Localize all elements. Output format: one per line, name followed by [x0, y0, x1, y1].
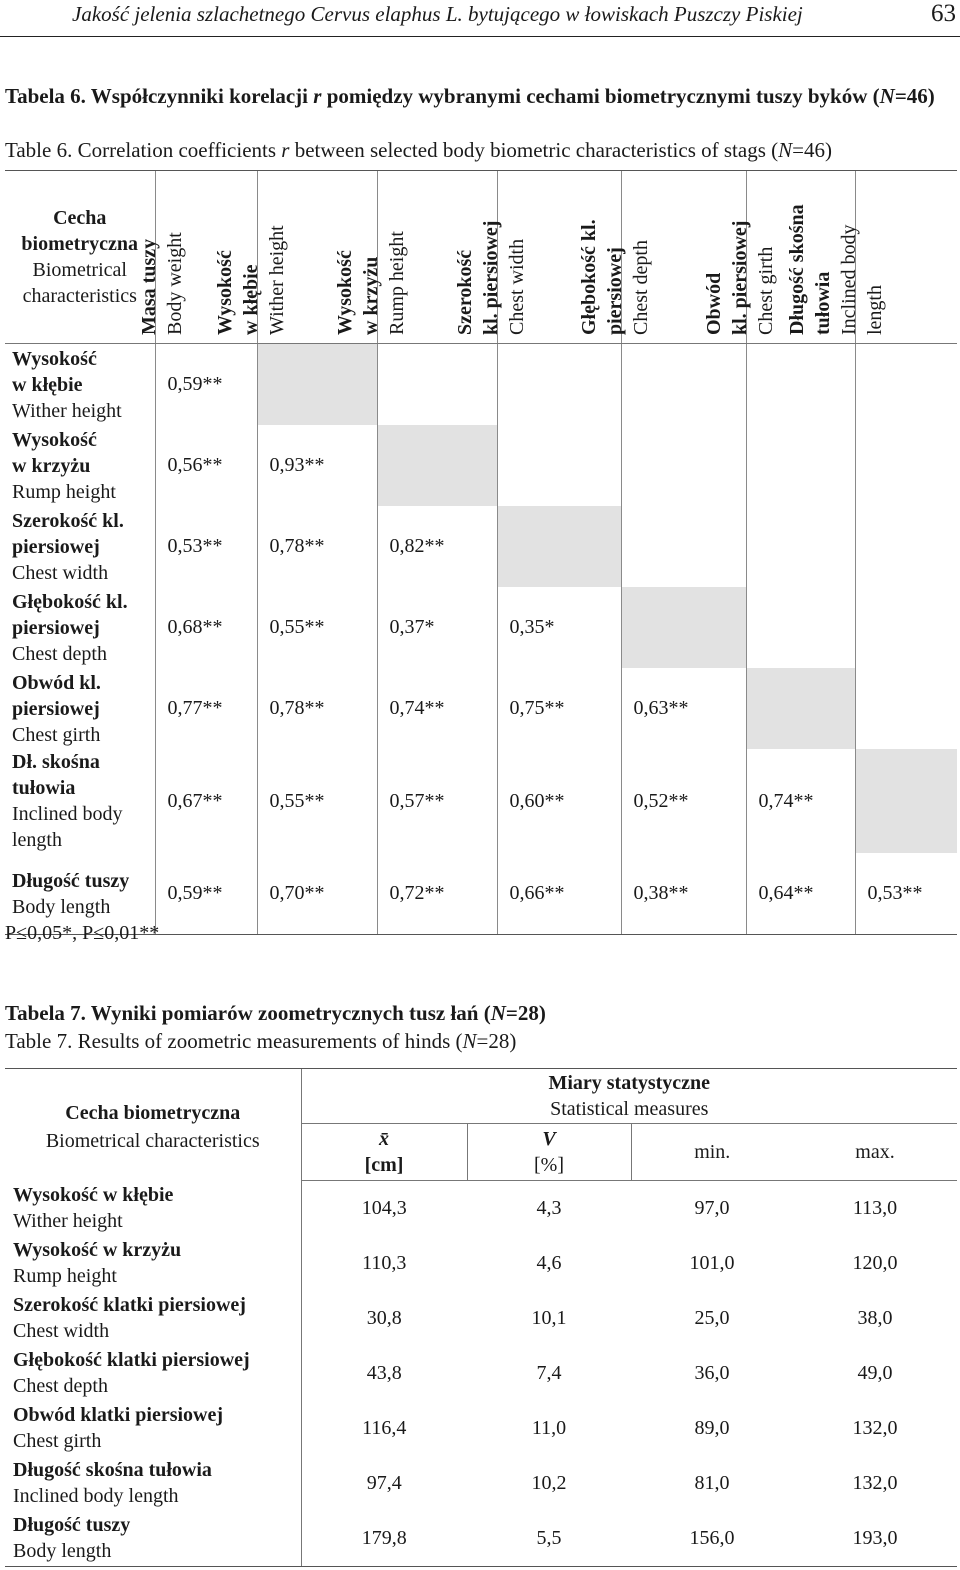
row-header [5, 668, 155, 749]
correlation-cell: 0,56** [155, 425, 257, 506]
value-cell: 11,0 [531, 1416, 567, 1439]
row-header-en: Chest depth [12, 642, 107, 665]
table-row [5, 1401, 957, 1456]
correlation-cell: 0,55** [257, 587, 377, 668]
column-header-pl: piersiowej [603, 247, 626, 335]
diagonal-cell [497, 506, 621, 587]
row-header [5, 1236, 301, 1291]
empty-cell [377, 344, 497, 426]
row-header-pl: w kłębie [12, 373, 83, 396]
correlation-cell: 0,68** [155, 587, 257, 668]
column-header-pl: kl. piersiowej [479, 220, 502, 335]
table-row [5, 668, 957, 749]
row-header-en: length [12, 829, 62, 851]
row-header-pl: Głębokość kl. [12, 590, 128, 613]
diagonal-cell [855, 749, 957, 853]
diagonal-cell [621, 587, 746, 668]
empty-cell [855, 587, 957, 668]
zoometric-table [5, 1068, 957, 1567]
caption-text: between selected body biometric characteristics of stags ( [294, 138, 779, 162]
column-header-en: Inclined body [837, 224, 860, 335]
empty-cell [855, 506, 957, 587]
row-header-pl: piersiowej [12, 616, 100, 639]
row-header-pl: Obwód kl. [12, 671, 101, 694]
table-row [5, 1456, 957, 1511]
value-cell: 25,0 [694, 1306, 730, 1329]
empty-cell [497, 344, 621, 426]
value-cell: 132,0 [852, 1471, 898, 1494]
row-header-en: Chest width [12, 561, 109, 584]
row-header-pl: piersiowej [12, 697, 100, 720]
group-header [301, 1069, 957, 1124]
value-cell: 30,8 [301, 1291, 467, 1346]
correlation-cell: 0,57** [377, 749, 497, 853]
caption-text: =46) [894, 84, 935, 108]
empty-cell [497, 425, 621, 506]
corner-label-pl: Cecha [53, 207, 107, 229]
row-header [5, 1181, 301, 1236]
row-header-en: Body length [13, 1540, 112, 1562]
value-cell: 89,0 [694, 1416, 730, 1439]
empty-cell [621, 344, 746, 426]
corner-label-en: characteristics [22, 285, 137, 307]
column-header-pl: Głębokość kl. [577, 219, 600, 335]
value-cell: 36,0 [694, 1361, 730, 1384]
column-header-en: length [863, 285, 886, 335]
column-header-pl: kl. piersiowej [728, 220, 751, 335]
column-header [785, 171, 957, 344]
row-header [5, 1346, 301, 1401]
value-cell: 132,0 [852, 1416, 898, 1439]
correlation-cell: 0,67** [155, 749, 257, 853]
caption-symbol: N [778, 138, 793, 162]
column-symbol: V [542, 1128, 556, 1150]
value-cell: 110,3 [301, 1236, 467, 1291]
row-header-en: Chest girth [12, 723, 101, 746]
row-header [5, 506, 155, 587]
value-cell: 193,0 [793, 1511, 957, 1567]
running-head [0, 0, 960, 37]
correlation-cell: 0,70** [257, 853, 377, 935]
table-header-row [5, 171, 957, 344]
table6-caption-pl [5, 84, 955, 109]
column-symbol: x̄ [379, 1128, 389, 1150]
value-cell: 156,0 [631, 1511, 793, 1567]
correlation-cell: 0,72** [377, 853, 497, 935]
value-cell: 7,4 [536, 1361, 562, 1384]
column-header-en: Chest width [505, 238, 528, 335]
column-header-en: Body weight [163, 232, 186, 335]
diagonal-cell [257, 344, 377, 426]
caption-text: =28) [476, 1029, 517, 1053]
group-header-pl: Miary statystyczne [548, 1072, 711, 1094]
value-cell: 116,4 [301, 1401, 467, 1456]
row-header-en: Rump height [12, 480, 116, 503]
row-header-pl: Dł. skośna [12, 751, 100, 773]
value-cell: 4,6 [536, 1251, 562, 1274]
row-header-pl: Głębokość klatki piersiowej [13, 1349, 250, 1371]
column-label: max. [855, 1141, 895, 1163]
column-header-pl: Masa tuszy [137, 238, 160, 335]
row-header-pl: Obwód klatki piersiowej [13, 1404, 224, 1426]
value-cell: 5,5 [467, 1511, 631, 1567]
row-header [5, 587, 155, 668]
caption-symbol: N [879, 84, 895, 108]
group-header-en: Statistical measures [550, 1098, 709, 1120]
correlation-cell: 0,74** [377, 668, 497, 749]
value-cell: 179,8 [301, 1511, 467, 1567]
corner-header [5, 171, 155, 344]
correlation-cell: 0,37* [377, 587, 497, 668]
row-header-en: Chest depth [13, 1375, 108, 1397]
column-header-pl: Długość skośna [785, 204, 808, 335]
column-header-en: Chest girth [754, 246, 777, 335]
row-header-en: Rump height [13, 1265, 117, 1287]
column-header [301, 1124, 467, 1181]
page-number: 63 [931, 0, 956, 27]
column-header-en: Rump height [385, 231, 408, 335]
correlation-cell: 0,78** [257, 506, 377, 587]
row-header-en: Wither height [13, 1210, 123, 1232]
row-header-en: Chest girth [13, 1430, 102, 1452]
diagonal-cell [377, 425, 497, 506]
column-header [793, 1124, 957, 1181]
row-header [5, 749, 155, 853]
value-cell: 38,0 [857, 1306, 893, 1329]
correlation-cell: 0,35* [497, 587, 621, 668]
empty-cell [746, 506, 855, 587]
row-header [5, 1401, 301, 1456]
caption-symbol: r [281, 138, 290, 162]
significance-note: P≤0,05*, P≤0,01** [5, 922, 160, 944]
correlation-cell: 0,64** [746, 853, 855, 935]
caption-symbol: N [490, 1001, 506, 1025]
table-row [5, 1236, 957, 1291]
empty-cell [855, 668, 957, 749]
row-header-pl: Szerokość klatki piersiowej [13, 1294, 246, 1316]
table-row [5, 1181, 957, 1236]
row-header-en: Inclined body [12, 803, 123, 825]
row-header-pl: w krzyżu [12, 454, 91, 477]
diagonal-cell [746, 668, 855, 749]
row-header-en: Body length [12, 895, 111, 918]
caption-symbol: N [462, 1029, 477, 1053]
empty-cell [746, 425, 855, 506]
correlation-cell: 0,59** [155, 344, 257, 426]
empty-cell [746, 587, 855, 668]
caption-text: =46) [792, 138, 832, 162]
table7-caption-en [5, 1029, 516, 1054]
column-header-pl: Szerokość [453, 249, 476, 335]
value-cell: 43,8 [301, 1346, 467, 1401]
row-header-pl: Wysokość w krzyżu [13, 1239, 182, 1261]
column-header-pl: Obwód [702, 272, 725, 335]
row-header-pl: Wysokość w kłębie [13, 1184, 174, 1206]
value-cell: 10,1 [531, 1306, 567, 1329]
column-header [631, 1124, 793, 1181]
row-header-pl: Szerokość kl. [12, 509, 124, 532]
corner-header [5, 1069, 301, 1181]
row-header-pl: Wysokość [12, 428, 97, 451]
row-header-en: Chest width [13, 1320, 110, 1342]
correlation-cell: 0,74** [746, 749, 855, 853]
column-header-pl: tułowia [811, 271, 834, 335]
table-row [5, 506, 957, 587]
running-head-title: Jakość jelenia szlachetnego Cervus elaphus L. bytującego w łowiskach Puszczy Piskiej [72, 2, 803, 26]
column-header-en: Wither height [265, 225, 288, 335]
empty-cell [855, 344, 957, 426]
table6-caption-en [5, 138, 832, 163]
row-header [5, 425, 155, 506]
column-header-pl: w krzyżu [359, 256, 382, 335]
corner-label-en: Biometrical characteristics [45, 1130, 260, 1152]
column-header-pl: Wysokość [333, 250, 356, 335]
value-cell: 49,0 [857, 1361, 893, 1384]
value-cell: 97,0 [694, 1196, 730, 1219]
value-cell: 101,0 [689, 1251, 735, 1274]
caption-text: Tabela 7. Wyniki pomiarów zoometrycznych tusz łań ( [5, 1001, 491, 1025]
value-cell: 81,0 [694, 1471, 730, 1494]
correlation-cell: 0,93** [257, 425, 377, 506]
correlation-cell: 0,52** [621, 749, 746, 853]
row-header-en: Wither height [12, 399, 122, 422]
caption-text: Tabela 6. Współczynniki korelacji [5, 84, 308, 108]
correlation-cell: 0,63** [621, 668, 746, 749]
correlation-cell: 0,53** [855, 853, 957, 935]
caption-symbol: r [313, 84, 322, 108]
value-cell: 4,3 [536, 1196, 562, 1219]
correlation-cell: 0,75** [497, 668, 621, 749]
table-row [5, 425, 957, 506]
table-row [5, 1291, 957, 1346]
row-header [5, 1456, 301, 1511]
correlation-cell: 0,82** [377, 506, 497, 587]
caption-text: Table 6. Correlation coefficients [5, 138, 277, 162]
correlation-cell: 0,59** [155, 853, 257, 935]
row-header-pl: Długość tuszy [13, 1514, 131, 1536]
row-header-pl: piersiowej [12, 535, 100, 558]
caption-text: =28) [505, 1001, 546, 1025]
correlation-cell: 0,60** [497, 749, 621, 853]
value-cell: 10,2 [531, 1471, 567, 1494]
correlation-table [5, 170, 957, 935]
table-row [5, 344, 957, 426]
correlation-cell: 0,55** [257, 749, 377, 853]
correlation-cell: 0,66** [497, 853, 621, 935]
column-unit: [cm] [364, 1154, 404, 1176]
row-header-en: Inclined body length [13, 1485, 179, 1507]
column-header [467, 1124, 631, 1181]
row-header-pl: Wysokość [12, 347, 97, 370]
table-row [5, 1346, 957, 1401]
caption-text: Table 7. Results of zoometric measurements of hinds ( [5, 1029, 463, 1053]
correlation-cell: 0,38** [621, 853, 746, 935]
empty-cell [621, 425, 746, 506]
table7-caption-pl [5, 1001, 546, 1026]
row-header-pl: tułowia [12, 777, 76, 799]
column-header-en: Chest depth [629, 240, 652, 335]
empty-cell [746, 344, 855, 426]
correlation-cell: 0,77** [155, 668, 257, 749]
column-label: min. [694, 1141, 731, 1163]
table-header-row [5, 1069, 957, 1124]
correlation-cell: 0,78** [257, 668, 377, 749]
empty-cell [621, 506, 746, 587]
table-row [5, 1511, 957, 1567]
table-row [5, 587, 957, 668]
row-header [5, 344, 155, 426]
corner-label-pl: Cecha biometryczna [65, 1102, 241, 1124]
correlation-cell: 0,53** [155, 506, 257, 587]
table-row [5, 749, 957, 853]
column-header-pl: Wysokość [213, 250, 236, 335]
column-unit: [%] [534, 1154, 564, 1176]
empty-cell [855, 425, 957, 506]
value-cell: 97,4 [301, 1456, 467, 1511]
corner-label-en: Biometrical [32, 259, 127, 281]
row-header-pl: Długość tuszy [12, 869, 130, 892]
value-cell: 113,0 [852, 1196, 898, 1219]
row-header-pl: Długość skośna tułowia [13, 1459, 212, 1481]
caption-text: pomiędzy wybranymi cechami biometrycznymi tuszy byków ( [326, 84, 880, 108]
row-header [5, 1291, 301, 1346]
value-cell: 120,0 [852, 1251, 898, 1274]
corner-label-pl: biometryczna [21, 233, 139, 255]
row-header [5, 1511, 301, 1567]
value-cell: 104,3 [301, 1181, 467, 1236]
column-header-pl: w kłębie [239, 264, 262, 335]
